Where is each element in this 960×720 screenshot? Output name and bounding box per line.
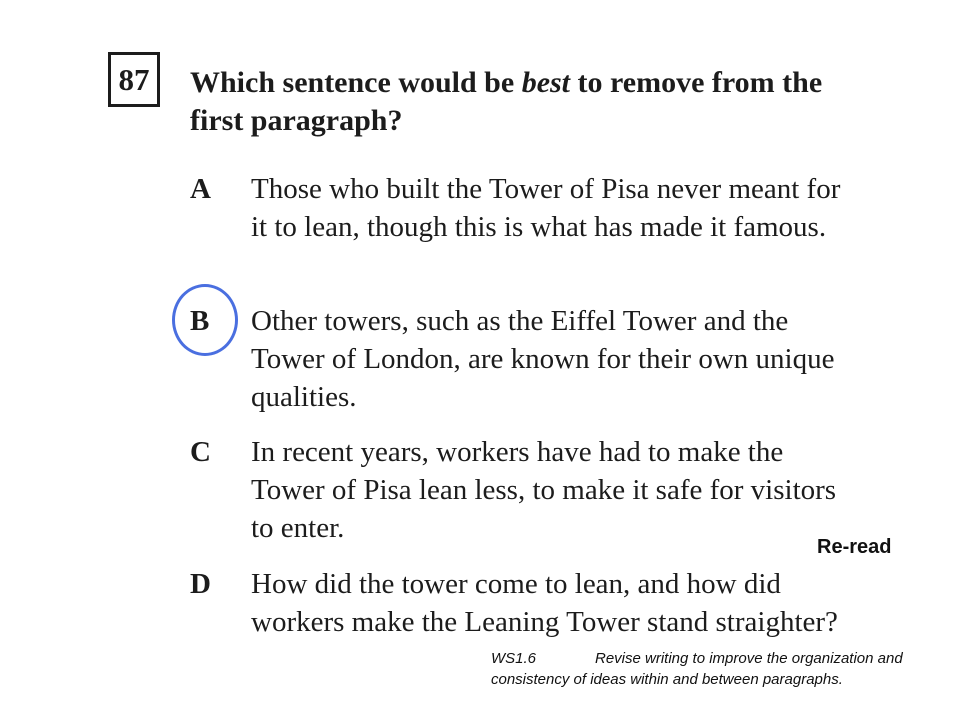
- option-text: Those who built the Tower of Pisa never meant for it to lean, though this is what has made it famous.: [251, 173, 841, 243]
- prompt-emphasis: best: [521, 66, 571, 99]
- option-text: How did the tower come to lean, and how did workers make the Leaning Tower stand straighter?: [251, 568, 838, 638]
- prompt-text-end: to remove from the first paragraph?: [190, 66, 823, 137]
- option-text: In recent years, workers have had to make the Tower of Pisa lean less, to make it safe for visitors to enter.: [251, 436, 837, 544]
- question-number-box: [108, 52, 160, 107]
- standard-note: [491, 648, 953, 690]
- standard-code: WS1.6: [491, 650, 537, 667]
- option-letter: D: [190, 568, 211, 600]
- option-text: Other towers, such as the Eiffel Tower and the Tower of London, are known for their own unique qualities.: [251, 305, 835, 413]
- question-number: 87: [118, 62, 150, 97]
- answer-circle-mark: [172, 284, 238, 356]
- option-letter: C: [190, 436, 211, 468]
- option-letter: A: [190, 173, 211, 205]
- prompt-text: Which sentence would be: [190, 66, 522, 99]
- question-prompt: [190, 64, 870, 140]
- standard-text: Revise writing to improve the organization and consistency of ideas within and between paragraphs.: [491, 650, 903, 688]
- reread-label: Re-read: [817, 536, 892, 558]
- option-letter: B: [190, 305, 210, 337]
